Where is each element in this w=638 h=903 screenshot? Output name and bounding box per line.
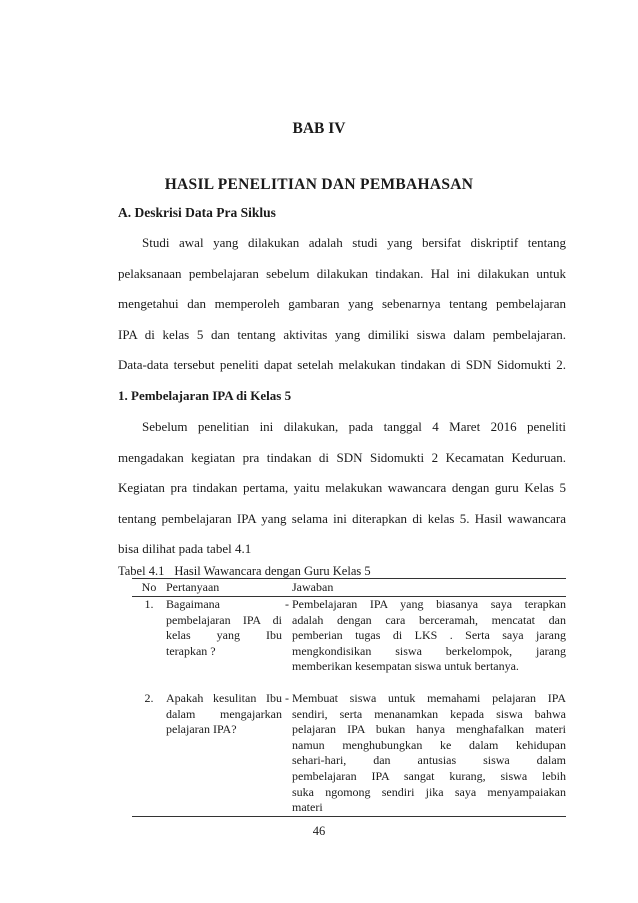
answer-line: sehari-hari, dan antusias siswa dalam	[292, 753, 566, 768]
answer-line: mengkondisikan siswa berkelompok, jarang	[292, 643, 566, 658]
question-line: Bagaimana	[166, 597, 220, 611]
chapter-title: HASIL PENELITIAN DAN PEMBAHASAN	[164, 176, 474, 193]
answer-line: memberikan kesempatan siswa untuk bertanya.	[292, 659, 519, 674]
para2-line: bisa dilihat pada tabel 4.1	[118, 541, 252, 556]
para1-line: Studi awal yang dilakukan adalah studi yang bersifat diskriptif tentang	[142, 235, 566, 250]
section-a-heading: A. Deskrisi Data Pra Siklus	[118, 205, 276, 220]
question-line: Apakah kesulitan Ibu	[166, 690, 282, 705]
answer-line: Membuat siswa untuk memahami pelajaran IPA	[292, 690, 566, 705]
header-answer: Jawaban	[292, 579, 566, 597]
chapter-heading: BAB IV	[292, 120, 346, 137]
para2-line: mengadakan kegiatan pra tindakan di SDN Sidomukti 2 Kecamatan Keduruan.	[118, 450, 566, 465]
answer-line: materi	[292, 800, 323, 815]
para2-line: tentang pembelajaran IPA yang selama ini diterapkan di kelas 5. Hasil wawancara	[118, 511, 566, 526]
answer-line: sendiri, serta menanamkan kepada siswa bahwa	[292, 706, 566, 721]
page-number: 46	[312, 824, 326, 838]
question-line: pembelajaran IPA di	[166, 612, 282, 627]
para1-line: mengetahui dan memperoleh gambaran yang sebenarnya tentang pembelajaran	[118, 296, 566, 311]
question-line: terapkan ?	[166, 643, 216, 658]
row-number: 1.	[144, 597, 154, 611]
answer-line: namun menghubungkan ke dalam kehidupan	[292, 737, 566, 752]
question-cell	[166, 597, 282, 675]
answer-line: suka ngomong sendiri jika saya menyampaiakan	[292, 784, 566, 799]
interview-table	[132, 578, 566, 817]
answer-cell	[292, 597, 566, 675]
question-cell	[166, 691, 282, 816]
para2-line: Sebelum penelitian ini dilakukan, pada tanggal 4 Maret 2016 peneliti	[142, 419, 566, 434]
answer-line: pelajaran IPA bukan hanya menghafalkan materi	[292, 722, 566, 737]
answer-line: pemberian tugas di LKS . Serta saya jarang	[292, 628, 566, 643]
dash-marker: -	[285, 597, 289, 611]
question-line: kelas yang Ibu	[166, 628, 282, 643]
table-caption-label: Tabel 4.1	[118, 564, 165, 578]
subsection-1-heading: 1. Pembelajaran IPA di Kelas 5	[118, 388, 292, 403]
answer-line: Pembelajaran IPA yang biasanya saya terapkan	[292, 597, 566, 611]
para2-line: Kegiatan pra tindakan pertama, yaitu melakukan wawancara dengan guru Kelas 5	[118, 480, 566, 495]
row-number: 2.	[132, 691, 166, 816]
table-header-row	[132, 579, 566, 597]
header-no: No	[132, 579, 166, 597]
para1-line: IPA di kelas 5 dan tentang aktivitas yang dimiliki siswa dalam pembelajaran.	[118, 327, 566, 342]
table-caption	[118, 564, 381, 579]
header-question: Pertanyaan	[166, 579, 282, 597]
answer-line: pembelajaran IPA sangat kurang, siswa lebih	[292, 768, 566, 783]
table-row	[132, 691, 566, 816]
answer-line: adalah dengan cara berceramah, mencatat dan	[292, 612, 566, 627]
table-caption-text: Hasil Wawancara dengan Guru Kelas 5	[174, 564, 371, 578]
table-row	[132, 597, 566, 675]
dash-marker: -	[282, 691, 292, 816]
question-line: dalam mengajarkan	[166, 706, 282, 721]
answer-cell	[292, 691, 566, 816]
question-line: pelajaran IPA?	[166, 722, 237, 737]
para1-line: Data-data tersebut peneliti dapat setelah melakukan tindakan di SDN Sidomukti 2.	[118, 357, 566, 372]
para1-line: pelaksanaan pembelajaran sebelum dilakukan tindakan. Hal ini dilakukan untuk	[118, 266, 566, 281]
